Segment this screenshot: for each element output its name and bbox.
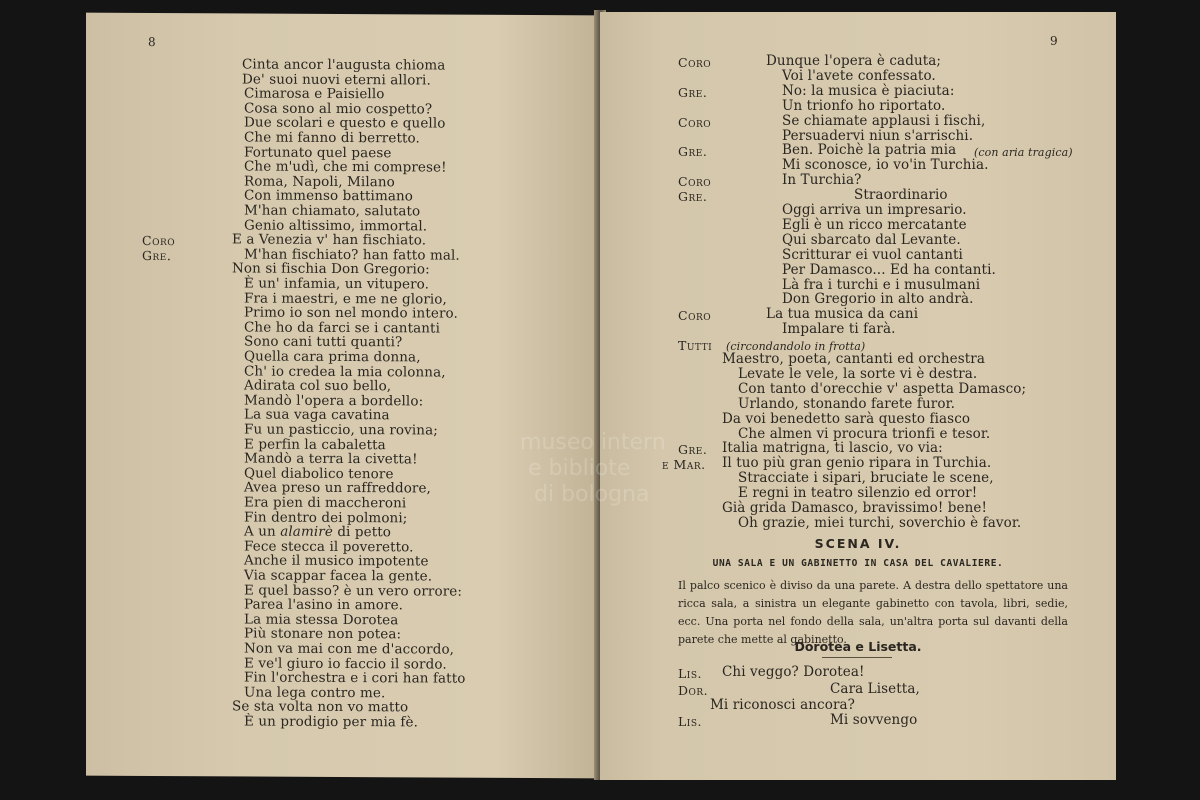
verse-line: Con immenso battimano <box>244 187 414 205</box>
verse-line: Non va mai con me d'accordo, <box>244 640 455 658</box>
scene-characters: Dorotea e Lisetta. <box>794 639 922 654</box>
verse-line: Parea l'asino in amore. <box>244 596 404 614</box>
verse-line: È un prodigio per mia fè. <box>244 713 418 731</box>
verse-line: Fortunato quel paese <box>244 144 392 161</box>
speaker-label: Dor. <box>678 683 709 698</box>
verse-line: E quel basso? è un vero orrore: <box>244 582 462 600</box>
verse-line: Che almen vi procura trionfi e tesor. <box>738 425 991 442</box>
verse-line: E perfin la cabaletta <box>244 436 386 453</box>
verse-text: di petto <box>332 524 391 541</box>
speaker-label: Coro <box>678 174 712 190</box>
left-page <box>86 13 598 779</box>
verse-line: Quella cara prima donna, <box>244 348 421 366</box>
verse-line: Due scolari e questo e quello <box>244 114 446 132</box>
speaker-label: Coro <box>678 55 712 70</box>
speaker-label: Coro <box>678 114 712 130</box>
verse-line: Maestro, poeta, cantanti ed orchestra <box>722 351 986 367</box>
verse-line: Fu un pasticcio, una rovina; <box>244 421 438 439</box>
verse-line: Dunque l'opera è caduta; <box>766 53 942 69</box>
verse-line: Qui sbarcato dal Levante. <box>782 231 961 248</box>
dialogue-line: Mi riconosci ancora? <box>710 697 855 713</box>
verse-line: Sono cani tutti quanti? <box>244 333 403 351</box>
dialogue-line: Chi veggo? Dorotea! <box>722 664 865 680</box>
dialogue-line: Cara Lisetta, <box>830 681 920 697</box>
speaker-label: Gre. <box>678 144 708 160</box>
verse-line: Mandò a terra la civetta! <box>244 450 418 468</box>
verse-line: Don Gregorio in alto andrà. <box>782 291 974 308</box>
verse-line: Voi l'avete confessato. <box>782 67 936 84</box>
verse-line: Mandò l'opera a bordello: <box>244 392 424 410</box>
speaker-label: Lis. <box>678 714 702 729</box>
speaker-label: Lis. <box>678 666 702 681</box>
verse-line: Genio altissimo, immortal. <box>244 217 428 235</box>
verse-line: Ben. Poichè la patria mia <box>782 142 957 159</box>
verse-line: La sua vaga cavatina <box>244 406 390 424</box>
verse-line: E ve'l giuro io faccio il sordo. <box>244 655 447 673</box>
speaker-label: Gre. <box>678 84 708 100</box>
verse-line: La mia stessa Dorotea <box>244 611 399 629</box>
verse-line: La tua musica da cani <box>766 306 919 323</box>
verse-line: Fra i maestri, e me ne glorio, <box>244 290 447 308</box>
verse-line: È un' infamia, un vitupero. <box>244 275 430 293</box>
verse-line: Non si fischia Don Gregorio: <box>232 260 430 278</box>
verse-line: Cinta ancor l'augusta chioma <box>242 56 446 74</box>
verse-line: Via scappar facea la gente. <box>244 567 433 585</box>
verse-line: Con tanto d'orecchie v' aspetta Damasco; <box>738 380 1027 397</box>
verse-line: Stracciate i sipari, bruciate le scene, <box>738 470 994 487</box>
dialogue-line: Mi sovvengo <box>830 712 918 728</box>
speaker-label: Tutti <box>678 338 713 354</box>
verse-line: De' suoi nuovi eterni allori. <box>242 71 431 89</box>
verse-line: M'han chiamato, salutato <box>244 202 421 220</box>
verse-line: Il tuo più gran genio ripara in Turchia. <box>722 455 992 472</box>
verse-line: Adirata col suo bello, <box>244 377 392 395</box>
verse-line: In Turchia? <box>782 172 862 189</box>
verse-line: Roma, Napoli, Milano <box>244 173 395 191</box>
watermark-line: e bibliote <box>528 456 631 481</box>
page-number-left: 8 <box>148 34 156 50</box>
verse-line: Scritturar ei vuol cantanti <box>782 246 963 263</box>
watermark-line: museo intern <box>520 430 666 455</box>
speaker-label: e Mar. <box>662 457 706 473</box>
verse-line: Che ho da farci se i cantanti <box>244 319 440 337</box>
verse-line: Ch' io credea la mia colonna, <box>244 363 446 381</box>
verse-line: Fece stecca il poveretto. <box>244 538 414 556</box>
verse-text: A un <box>244 523 281 540</box>
speaker-label: Gre. <box>678 442 708 458</box>
library-watermark <box>520 430 666 508</box>
verse-line: Che m'udì, che mi comprese! <box>244 158 447 176</box>
scene-title: SCENA IV. <box>814 536 902 551</box>
verse-line: Una lega contro me. <box>244 684 386 702</box>
watermark-line: di bologna <box>534 482 650 507</box>
verse-line: Un trionfo ho riportato. <box>782 97 946 114</box>
verse-line: Italia matrigna, ti lascio, vo via: <box>722 440 943 457</box>
scene-subtitle: UNA SALA E UN GABINETTO IN CASA DEL CAVALIERE. <box>712 558 1004 569</box>
verse-line: M'han fischiato? han fatto mal. <box>244 246 460 264</box>
verse-line: E regni in teatro silenzio ed orror! <box>738 485 978 502</box>
verse-line: Straordinario <box>854 187 948 204</box>
verse-line: Che mi fanno di berretto. <box>244 129 420 147</box>
verse-line: Fin dentro dei polmoni; <box>244 509 408 526</box>
verse-line: Se chiamate applausi i fischi, <box>782 112 986 129</box>
page-number-right: 9 <box>1050 34 1058 48</box>
verse-line: Per Damasco... Ed ha contanti. <box>782 261 996 278</box>
verse-line: Mi sconosce, io vo'in Turchia. <box>782 157 989 174</box>
verse-line: E a Venezia v' han fischiato. <box>232 231 427 249</box>
verse-line: Levate le vele, la sorte vi è destra. <box>738 365 978 382</box>
verse-line: Oh grazie, miei turchi, soverchio è favor. <box>738 514 1022 531</box>
verse-line: Cosa sono al mio cospetto? <box>244 100 433 118</box>
verse-line: Anche il musico impotente <box>244 552 429 570</box>
verse-line: No: la musica è piaciuta: <box>782 82 955 99</box>
verse-line: Impalare ti farà. <box>782 321 896 338</box>
speaker-label: Gre. <box>142 247 172 263</box>
verse-line: Là fra i turchi e i musulmani <box>782 276 981 293</box>
verse-line: Quel diabolico tenore <box>244 465 394 483</box>
verse-line: Persuadervi niun s'arrischi. <box>782 127 974 144</box>
verse-italic: alamirè <box>280 523 333 541</box>
verse-line: Avea preso un raffreddore, <box>244 479 431 497</box>
verse-line: Da voi benedetto sarà questo fiasco <box>722 410 971 427</box>
verse-line: Già grida Damasco, bravissimo! bene! <box>722 500 988 516</box>
stage-direction-inline: (con aria tragica) <box>974 146 1073 160</box>
verse-line: Egli è un ricco mercatante <box>782 216 967 233</box>
speaker-label: Coro <box>142 233 176 249</box>
speaker-label: Gre. <box>678 189 708 205</box>
scene-divider <box>822 657 892 658</box>
right-page <box>600 12 1116 780</box>
verse-line: Cimarosa e Paisiello <box>244 85 385 103</box>
verse-line: Era pien di maccheroni <box>244 494 407 512</box>
stage-direction-inline: (circondandolo in frotta) <box>726 340 866 354</box>
verse-line: Se sta volta non vo matto <box>232 698 409 716</box>
verse-line: Più stonare non potea: <box>244 625 402 643</box>
verse-line: Fin l'orchestra e i cori han fatto <box>244 669 466 687</box>
verse-line: Oggi arriva un impresario. <box>782 202 967 218</box>
speaker-label: Coro <box>678 308 712 324</box>
verse-line: Primo io son nel mondo intero. <box>244 304 458 322</box>
verse-line: Urlando, stonando farete furor. <box>738 395 956 412</box>
stage-direction: Il palco scenico è diviso da una parete. A destra dello spettatore una ricca sala, a sinistra un elegante gabinetto con tavola, libri, sedie, ecc. Una porta nel fondo della sala, un'altra porta sul davanti della parete che mette al gabinetto. <box>678 579 1068 646</box>
